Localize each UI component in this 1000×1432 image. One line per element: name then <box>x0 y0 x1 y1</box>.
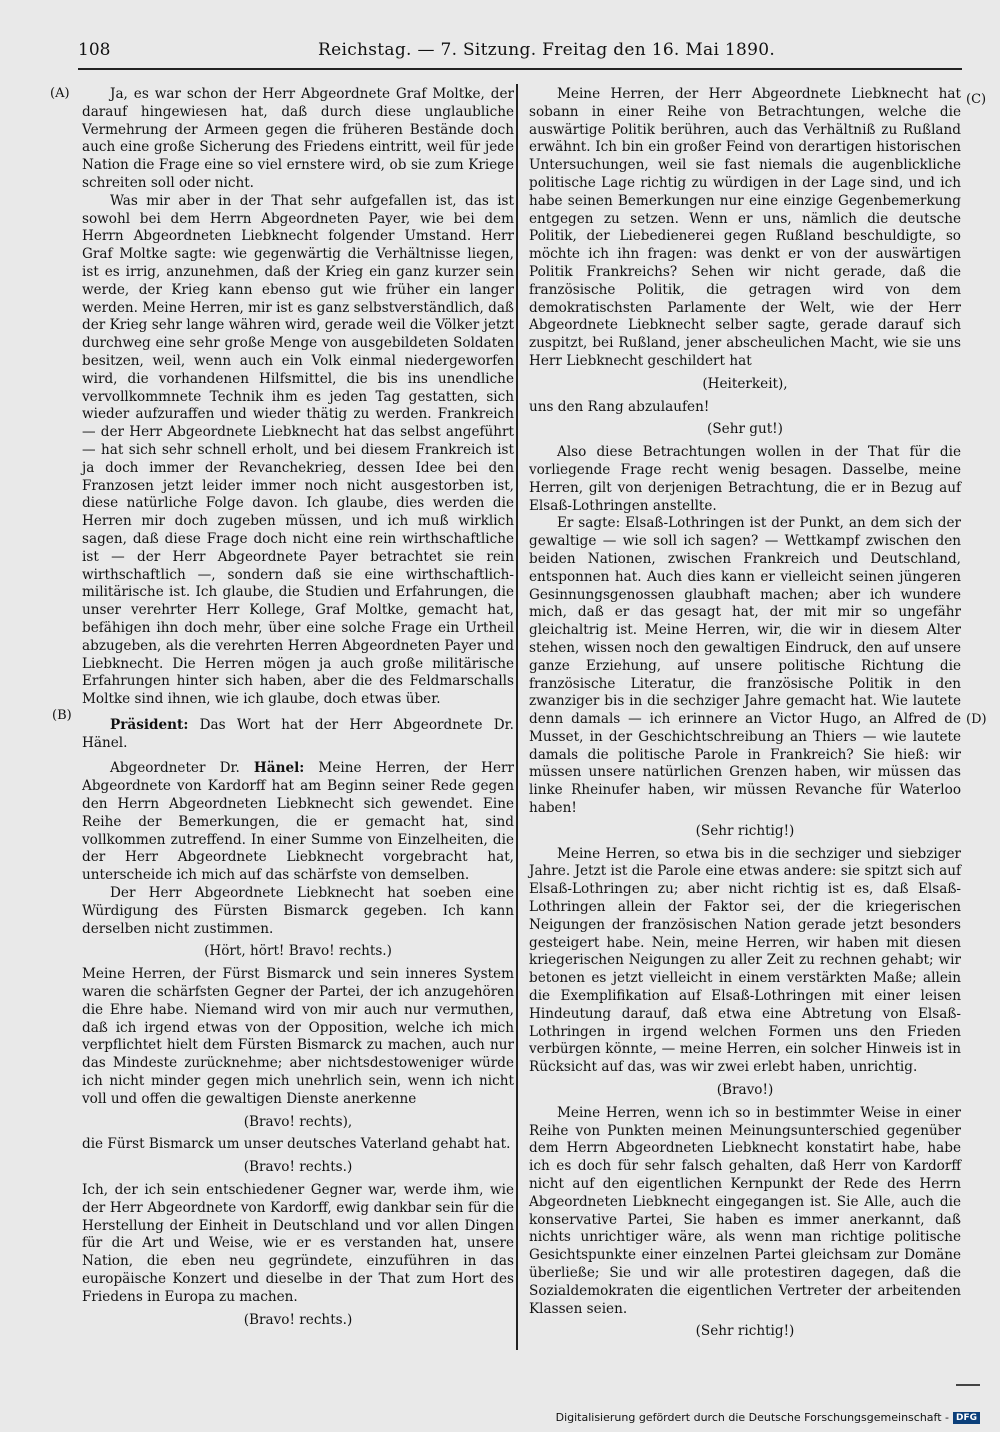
digitization-footer <box>556 1411 980 1424</box>
reaction: (Hört, hört! Bravo! rechts.) <box>204 943 392 960</box>
column-divider <box>516 84 518 1350</box>
paragraph: Meine Herren, so etwa bis in die sechziger und siebziger Jahre. Jetzt ist die Parole eine etwas andere: sie spitzt sich auf Elsaß-Lothringen zu; aber nicht richtig ist es, daß Elsaß-Lothringen allein der Faktor sei, der die kriegerischen Neigungen der französischen Nation gerade jetzt besonders gesteigert habe. Nein, meine Herren, wir haben mit diesen kriegerischen Neigungen zu aller Zeit zu rechnen gehabt; wir betonen es jetzt vielleicht in einem verstärkten Maße; allein die Exemplifikation auf Elsaß-Lothringen mit einer leisen Hindeutung darauf, daß etwa eine Abtretung von Elsaß-Lothringen in irgend welchen Formen uns den Frieden verbürgen könnte, — meine Herren, ein solcher Hinweis ist in Rücksicht auf das, was wir zwei erlebt haben, unrichtig. <box>529 845 961 1076</box>
margin-mark-c: (C) <box>966 92 987 107</box>
reaction: (Bravo! rechts.) <box>243 1311 353 1328</box>
footer-text: Digitalisierung gefördert durch die Deutsche Forschungsgemeinschaft - <box>555 1411 949 1424</box>
margin-mark-b: (B) <box>52 708 72 723</box>
paragraph: Ja, es war schon der Herr Abgeordnete Graf Moltke, der darauf hingewiesen hat, daß durch diese unglaubliche Vermehrung der Armeen gegen die früheren Bestände doch auch eine große Sicherung des Friedens eintritt, weil für jede Nation die Frage eine so viel ernstere wird, ob sie zum Kriege schreiten soll oder nicht. <box>82 86 514 191</box>
reaction: (Sehr gut!) <box>707 421 783 438</box>
paragraph: Also diese Betrachtungen wollen in der That für die vorliegende Frage recht wenig besagen. Dasselbe, meine Herren, gilt von derjenigen Betrachtung, die er in Bezug auf Elsaß-Lothringen anstellte. <box>529 444 961 514</box>
margin-mark-a: (A) <box>50 86 70 101</box>
page-number: 108 <box>78 40 111 60</box>
speaker-label: Präsident: <box>110 716 189 733</box>
header-rule <box>78 68 962 70</box>
paragraph: Er sagte: Elsaß-Lothringen ist der Punkt, an dem sich der gewaltige — wie soll ich sagen? — Wettkampf zwischen den beiden Nationen, zwischen Frankreich und Deutschland, entsponnen hat. Auch dies kann er vielleicht seinen jüngeren Gesinnungsgenossen glaubhaft machen; aber ich wundere mich, daß er das gesagt hat, der mit mir so ungefähr gleichaltrig ist. Meine Herren, wir, die wir in diesem Alter stehen, wissen noch den gewaltigen Eindruck, den auf unsere ganze Erziehung, auf unsere politische Richtung die französische Literatur, die französische Politik in den zwanziger bis in die sechziger Jahre gemacht hat. Wie lautete denn damals — ich erinnere an Victor Hugo, an Alfred de Musset, in der Geschichtschreibung an Thiers — wie lautete damals die politische Parole in Frankreich? Sie hieß: wir müssen unsere natürlichen Grenzen haben, wir müssen das linke Rheinufer haben, wir müssen Revanche für Waterloo haben! <box>529 515 961 817</box>
haenel-paragraph <box>82 760 514 885</box>
reaction: (Bravo!) <box>716 1082 774 1099</box>
page-title: Reichstag. — 7. Sitzung. Freitag den 16. Mai 1890. <box>318 40 776 60</box>
paragraph: Was mir aber in der That sehr aufgefallen ist, das ist sowohl bei dem Herrn Abgeordneten Payer, wie bei dem Herrn Abgeordneten Liebknecht folgender Umstand. Herr Graf Moltke sagte: wie gegenwärtig die Verhältnisse liegen, ist es irrig, anzunehmen, daß der Krieg ein ganz kurzer sein werde, der Krieg kann ebenso gut wie früher ein langer werden. Meine Herren, mir ist es ganz selbstverständlich, daß der Krieg sehr lange währen wird, gerade weil die Völker jetzt durchweg eine sehr große Menge von ausgebildeten Soldaten besitzen, weil, wenn auch ein Volk einmal niedergeworfen wird, die vorhandenen Hilfsmittel, die bis ins unendliche vervollkommnete Technik ihm es jeden Tag gestatten, sich wieder aufzuraffen und wieder thätig zu werden. Frankreich — der Herr Abgeordnete Liebknecht hat das selbst angeführt — hat sich sehr schnell erholt, und bei diesem Frankreich ist ja doch immer der Revanchekrieg, dessen Idee bei den Franzosen jetzt leider immer noch nicht ausgestorben ist, diese natürliche Folge davon. Ich glaube, dies werden die Herren mir doch zugeben müssen, und ich muß wirklich sagen, daß diese Frage doch nicht eine rein wirthschaftliche ist — der Herr Abgeordnete Payer betrachtet sie rein wirthschaftlich —, sondern daß sie eine wirthschaftlich-militärische ist. Ich glaube, die Studien und Erfahrungen, die unser verehrter Herr Kollege, Graf Moltke, gemacht hat, befähigen ihn doch mehr, über eine solche Frage ein Urtheil abzugeben, als die verehrten Herren Abgeordneten Payer und Liebknecht. Die Herren mögen ja auch große militärische Erfahrungen hinter sich haben, aber die des Feldmarschalls Moltke sind ihnen, wie ich glaube, doch etwas über. <box>82 192 514 708</box>
speaker-label: Hänel: <box>253 760 305 777</box>
dfg-logo: DFG <box>953 1412 980 1424</box>
paragraph: uns den Rang abzulaufen! <box>529 398 710 415</box>
reaction: (Sehr richtig!) <box>695 822 795 839</box>
paragraph: Meine Herren, der Fürst Bismarck und sein inneres System waren die schärfsten Gegner der Partei, der ich anzugehören die Ehre habe. Niemand wird von mir auch nur vermuthen, daß ich irgend etwas von der Opposition, welche ich mich verpflichtet hielt dem Fürsten Bismarck zu machen, auch nur das Mindeste zurücknehme; aber nichtsdestoweniger würde ich nicht minder gegen mich unehrlich sein, wenn ich nicht voll und offen die gewaltigen Dienste anerkenne <box>82 966 514 1107</box>
paragraph: Der Herr Abgeordnete Liebknecht hat soeben eine Würdigung des Fürsten Bismarck gegeben. Ich kann derselben nicht zustimmen. <box>82 885 514 937</box>
margin-mark-d: (D) <box>966 712 987 727</box>
president-paragraph <box>82 717 514 753</box>
paragraph: Meine Herren, wenn ich so in bestimmter Weise in einer Reihe von Punkten meinen Meinungsunterschied gegenüber dem Herrn Abgeordneten Liebknecht konstatirt habe, habe ich es doch für sehr falsch gehalten, daß Herr von Kardorff nicht auf den eigentlichen Kernpunkt der Rede des Herrn Abgeordneten Liebknecht eingegangen ist. Sie Alle, auch die konservative Partei, Sie haben es immer anerkannt, daß nichts unrichtiger wäre, als wenn man richtige politische Gesichtspunkte einer einzelnen Partei gleichsam zur Domäne überließe; Sie und wir alle protestiren dagegen, daß die Sozialdemokraten die eigentlichen Vertreter der arbeitenden Klassen seien. <box>529 1104 961 1317</box>
left-column <box>82 86 514 1334</box>
paragraph: die Fürst Bismarck um unser deutsches Vaterland gehabt hat. <box>82 1136 511 1153</box>
reaction: (Bravo! rechts), <box>243 1113 353 1130</box>
reaction: (Heiterkeit), <box>702 375 788 392</box>
reaction: (Bravo! rechts.) <box>243 1159 353 1176</box>
speaker-text: Das Wort hat der Herr Abgeordnete Dr. Hänel. <box>82 716 514 751</box>
speaker-intro: Abgeordneter Dr. <box>110 760 240 777</box>
paragraph: Meine Herren, der Herr Abgeordnete Liebknecht hat sobann in einer Reihe von Betrachtungen, welche die auswärtige Politik berühren, auch das Verhältniß zu Rußland erwähnt. Ich bin ein großer Feind von derartigen historischen Untersuchungen, weil sie fast niemals die augenblickliche politische Lage richtig zu würdigen in der Lage sind, und ich habe seinen Bemerkungen nur eine einzige Gegenbemerkung entgegen zu setzen. Wenn er uns, nämlich die deutsche Politik, der Liebedienerei gegen Rußland beschuldigte, so möchte ich ihn fragen: was denkt er von der auswärtigen Politik Frankreichs? Sehen wir nicht gerade, daß die französische Politik, die getragen wird von dem demokratischsten Parlamente der Welt, wie der Herr Abgeordnete Liebknecht selber sagte, gerade darauf sich zuspitzt, bei Rußland, jener abscheulichen Macht, wie sie uns Herr Liebknecht geschildert hat <box>529 86 961 369</box>
footer-rule <box>956 1384 980 1386</box>
paragraph: Ich, der ich sein entschiedener Gegner war, werde ihm, wie der Herr Abgeordnete von Kardorff, ewig dankbar sein für die Herstellung der Einheit in Deutschland und vor allen Dingen für die Art und Weise, wie er es verstanden hat, unsere Nation, die eben neu gegründete, einzuführen in das europäische Konzert und dieselbe in der That zum Hort des Friedens in Europa zu machen. <box>82 1182 514 1305</box>
speaker-text: Meine Herren, der Herr Abgeordnete von Kardorff hat am Beginn seiner Rede gegen den Herrn Abgeordneten Liebknecht sich gewendet. Eine Reihe der Bemerkungen, die er gemacht hat, sind vollkommen zutreffend. In einer Summe von Einzelheiten, die der Herr Abgeordnete Liebknecht vorgebracht hat, unterscheide ich mich auf das schärfste von demselben. <box>82 760 515 884</box>
right-column <box>529 86 961 1346</box>
reaction: (Sehr richtig!) <box>695 1323 795 1340</box>
page-header <box>78 40 958 66</box>
